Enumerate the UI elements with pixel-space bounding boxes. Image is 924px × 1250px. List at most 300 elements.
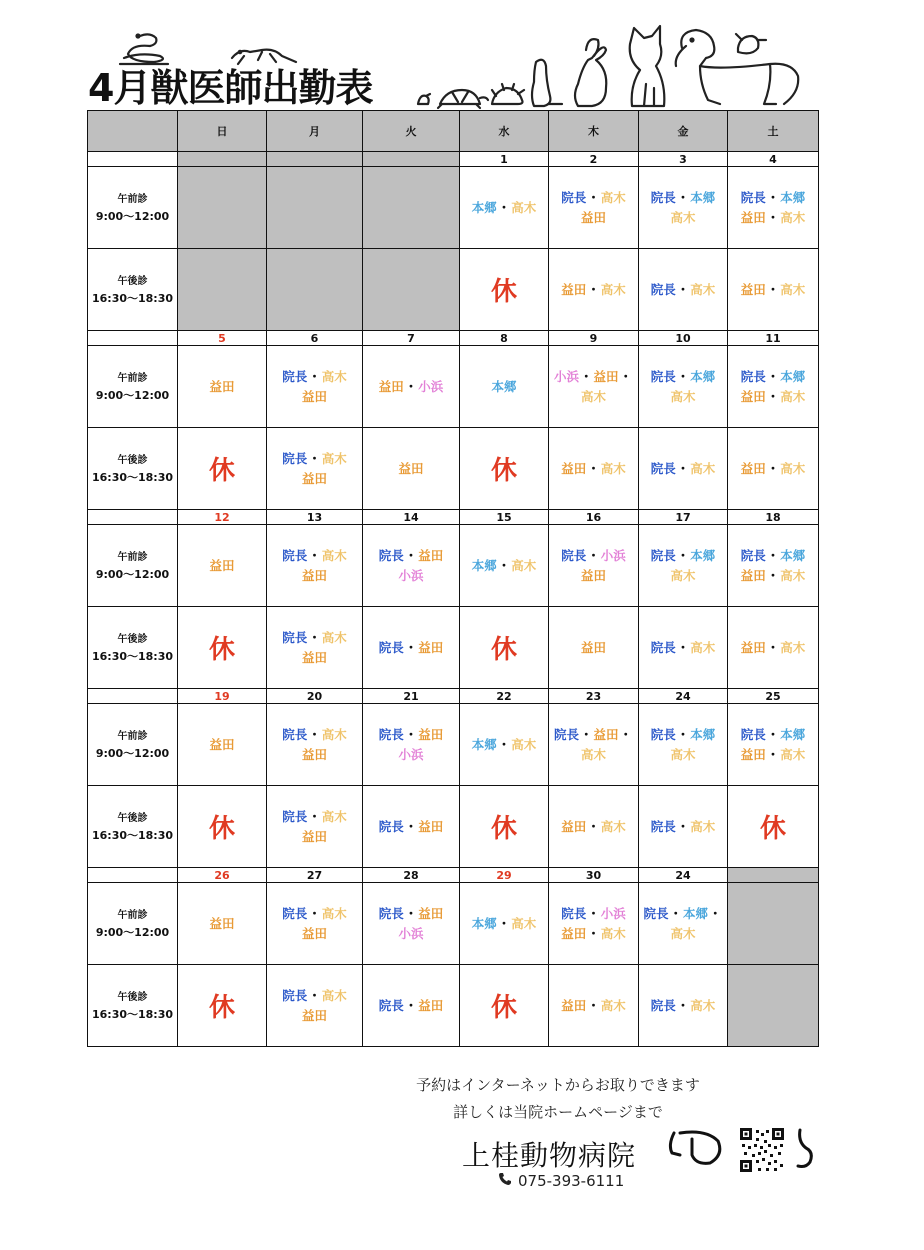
- shift-cell: [639, 167, 728, 249]
- doctor-takagi: 高木: [600, 997, 626, 1013]
- date-cell-mon: 6: [267, 331, 363, 346]
- doctor-list: [267, 449, 362, 489]
- doctor-incho: 院長: [650, 189, 676, 205]
- shift-cell: [549, 786, 639, 868]
- date-cell-tue: 14: [363, 510, 460, 525]
- doctor-line: [639, 280, 727, 300]
- separator: ・: [587, 189, 600, 205]
- doctor-line: [460, 914, 548, 934]
- doctor-masuda: 益田: [740, 209, 766, 225]
- doctor-takagi: 高木: [670, 388, 696, 404]
- separator: ・: [766, 547, 780, 563]
- doctor-incho: 院長: [282, 905, 308, 921]
- doctor-list: [639, 188, 727, 228]
- shift-cell: [639, 346, 728, 428]
- doctor-hongo: 本郷: [690, 547, 716, 563]
- closed-mark: 休: [490, 277, 517, 307]
- phone-line: [498, 1172, 624, 1190]
- doctor-takagi: 高木: [321, 726, 347, 742]
- date-cell-wed: 15: [460, 510, 549, 525]
- slot-time: 9:00〜12:00: [95, 746, 170, 760]
- separator: ・: [766, 460, 780, 476]
- doctor-incho: 院長: [650, 639, 676, 655]
- shift-cell: [267, 249, 363, 331]
- date-row: [88, 868, 819, 883]
- shift-cell: [549, 525, 639, 607]
- shift-cell: [267, 167, 363, 249]
- doctor-incho: 院長: [282, 726, 308, 742]
- doctor-kohama: 小浜: [600, 905, 626, 921]
- doctor-incho: 院長: [650, 726, 676, 742]
- doctor-line: [267, 827, 362, 847]
- doctor-line: [178, 377, 266, 397]
- date-cell-sat: 18: [728, 510, 819, 525]
- doctor-line: [549, 817, 638, 837]
- shift-cell: [639, 607, 728, 689]
- shift-cell: [460, 167, 549, 249]
- shift-cell: [460, 346, 549, 428]
- bird-icon: [736, 34, 766, 53]
- doctor-line: [639, 546, 727, 566]
- separator: ・: [766, 368, 780, 384]
- separator: ・: [579, 368, 593, 384]
- shift-cell: [363, 607, 460, 689]
- doctor-line: [728, 566, 818, 586]
- doctor-hongo: 本郷: [690, 368, 716, 384]
- doctor-incho: 院長: [378, 818, 404, 834]
- shift-cell: [639, 965, 728, 1047]
- shift-cell: [728, 965, 819, 1047]
- doctor-masuda: 益田: [301, 828, 327, 844]
- doctor-incho: 院長: [650, 368, 676, 384]
- date-cell-mon: 27: [267, 868, 363, 883]
- doctor-incho: 院長: [650, 460, 676, 476]
- slot-time: 9:00〜12:00: [95, 567, 170, 581]
- doctor-masuda: 益田: [301, 567, 327, 583]
- shift-cell: [178, 346, 267, 428]
- morning-label: [88, 346, 178, 428]
- doctor-line: [549, 280, 638, 300]
- date-row: [88, 331, 819, 346]
- slot-name: 午前診: [117, 372, 148, 384]
- separator: ・: [676, 460, 690, 476]
- header-day-thu: 木: [549, 111, 639, 152]
- doctor-kohama: 小浜: [600, 547, 626, 563]
- doctor-line: [267, 904, 362, 924]
- doctor-list: [267, 904, 362, 944]
- doctor-masuda: 益田: [580, 639, 606, 655]
- doctor-line: [549, 904, 638, 924]
- date-cell-fri: 10: [639, 331, 728, 346]
- notice-line-2: 詳しくは当院ホームページまで: [453, 1103, 663, 1121]
- shift-cell: [639, 704, 728, 786]
- slot-time: 16:30〜18:30: [91, 1007, 174, 1021]
- date-cell-mon: 20: [267, 689, 363, 704]
- header-day-fri: 金: [639, 111, 728, 152]
- doctor-takagi: 高木: [321, 547, 347, 563]
- shift-cell: [460, 786, 549, 868]
- shift-cell: [549, 428, 639, 510]
- doctor-line: [267, 449, 362, 469]
- morning-label: [88, 167, 178, 249]
- shift-cell: [267, 428, 363, 510]
- doctor-takagi: 高木: [321, 368, 347, 384]
- header-day-wed: 水: [460, 111, 549, 152]
- closed-mark: 休: [759, 814, 786, 844]
- shift-cell: [460, 428, 549, 510]
- closed-mark: 休: [490, 635, 517, 665]
- shift-cell: [728, 704, 819, 786]
- date-cell-mon: 13: [267, 510, 363, 525]
- separator: ・: [308, 547, 321, 563]
- doctor-hongo: 本郷: [780, 547, 806, 563]
- doctor-takagi: 高木: [690, 818, 716, 834]
- doctor-takagi: 高木: [780, 388, 806, 404]
- afternoon-label: [88, 249, 178, 331]
- date-row-label: [88, 331, 178, 346]
- doctor-takagi: 高木: [511, 915, 537, 931]
- separator: ・: [404, 547, 418, 563]
- doctor-line: [267, 807, 362, 827]
- separator: ・: [766, 209, 780, 225]
- shift-cell: [363, 965, 460, 1047]
- afternoon-row: [88, 428, 819, 510]
- doctor-list: [549, 546, 638, 586]
- doctor-takagi: 高木: [511, 199, 537, 215]
- separator: ・: [676, 547, 690, 563]
- shift-cell: [460, 607, 549, 689]
- doctor-line: [639, 904, 727, 924]
- slot-time: 16:30〜18:30: [91, 291, 174, 305]
- date-cell-sat: [728, 868, 819, 883]
- shift-cell: [363, 428, 460, 510]
- shift-cell: [639, 786, 728, 868]
- doctor-list: [267, 986, 362, 1026]
- snake-icon: [120, 34, 168, 64]
- doctor-takagi: 高木: [321, 629, 347, 645]
- date-cell-sun: 5: [178, 331, 267, 346]
- slot-name: 午前診: [117, 730, 148, 742]
- separator: ・: [669, 905, 682, 921]
- doctor-hongo: 本郷: [780, 726, 806, 742]
- afternoon-label: [88, 428, 178, 510]
- shift-cell: [639, 525, 728, 607]
- doctor-line: [178, 735, 266, 755]
- doctor-masuda: 益田: [561, 997, 587, 1013]
- doctor-list: [549, 904, 638, 944]
- doctor-line: [363, 745, 459, 765]
- doctor-incho: 院長: [650, 547, 676, 563]
- doctor-list: [267, 807, 362, 847]
- doctor-line: [549, 996, 638, 1016]
- doctor-line: [728, 367, 818, 387]
- page-title: 4月獣医師出勤表: [88, 66, 373, 110]
- shift-cell: [178, 428, 267, 510]
- shift-cell: [460, 525, 549, 607]
- separator: ・: [308, 808, 321, 824]
- separator: ・: [404, 378, 418, 394]
- slot-name: 午前診: [117, 551, 148, 563]
- shift-cell: [728, 167, 819, 249]
- slot-name: 午前診: [117, 193, 148, 205]
- doctor-line: [460, 377, 548, 397]
- shift-cell: [178, 786, 267, 868]
- doctor-list: [639, 546, 727, 586]
- doctor-takagi: 高木: [780, 460, 806, 476]
- doctor-incho: 院長: [650, 997, 676, 1013]
- shift-cell: [460, 883, 549, 965]
- doctor-masuda: 益田: [209, 378, 235, 394]
- doctor-list: [549, 280, 638, 300]
- header-corner: [88, 111, 178, 152]
- date-cell-fri: 24: [639, 689, 728, 704]
- doctor-line: [267, 745, 362, 765]
- doctor-takagi: 高木: [580, 746, 606, 762]
- doctor-masuda: 益田: [301, 746, 327, 762]
- doctor-line: [639, 387, 727, 407]
- doctor-list: [178, 556, 266, 576]
- doctor-incho: 院長: [378, 547, 404, 563]
- doctor-list: [363, 546, 459, 586]
- doctor-masuda: 益田: [561, 818, 587, 834]
- shift-cell: [178, 167, 267, 249]
- doctor-takagi: 高木: [780, 281, 806, 297]
- closed-mark: 休: [208, 814, 235, 844]
- doctor-list: [460, 735, 548, 755]
- doctor-takagi: 高木: [670, 567, 696, 583]
- doctor-incho: 院長: [282, 547, 308, 563]
- doctor-incho: 院長: [282, 987, 308, 1003]
- afternoon-row: [88, 607, 819, 689]
- header-row: [88, 111, 819, 152]
- doctor-line: [639, 188, 727, 208]
- shift-cell: [639, 428, 728, 510]
- date-row-label: [88, 689, 178, 704]
- phone-number[interactable]: 075-393-6111: [518, 1172, 625, 1190]
- doctor-line: [639, 725, 727, 745]
- doctor-takagi: 高木: [780, 209, 806, 225]
- doctor-takagi: 高木: [690, 639, 716, 655]
- shift-cell: [549, 249, 639, 331]
- doctor-list: [549, 817, 638, 837]
- doctor-line: [639, 996, 727, 1016]
- dog-tail-icon: [792, 1126, 820, 1172]
- separator: ・: [766, 567, 780, 583]
- doctor-incho: 院長: [650, 818, 676, 834]
- morning-row: [88, 883, 819, 965]
- doctor-takagi: 高木: [690, 460, 716, 476]
- header-day-tue: 火: [363, 111, 460, 152]
- doctor-masuda: 益田: [593, 368, 619, 384]
- date-cell-wed: 22: [460, 689, 549, 704]
- dog-logo-icon: [666, 1125, 734, 1169]
- date-cell-sun: 12: [178, 510, 267, 525]
- slot-time: 16:30〜18:30: [91, 470, 174, 484]
- slot-name: 午前診: [117, 909, 148, 921]
- doctor-list: [639, 280, 727, 300]
- doctor-takagi: 高木: [321, 905, 347, 921]
- doctor-line: [267, 546, 362, 566]
- doctor-list: [728, 546, 818, 586]
- doctor-masuda: 益田: [740, 281, 766, 297]
- doctor-line: [639, 924, 727, 944]
- shift-cell: [549, 607, 639, 689]
- separator: ・: [766, 281, 780, 297]
- morning-label: [88, 525, 178, 607]
- separator: ・: [766, 726, 780, 742]
- shift-cell: [549, 965, 639, 1047]
- doctor-incho: 院長: [378, 997, 404, 1013]
- afternoon-label: [88, 607, 178, 689]
- doctor-line: [728, 188, 818, 208]
- shift-cell: [178, 883, 267, 965]
- doctor-line: [460, 556, 548, 576]
- doctor-line: [363, 566, 459, 586]
- doctor-line: [267, 648, 362, 668]
- doctor-list: [728, 367, 818, 407]
- separator: ・: [766, 746, 780, 762]
- morning-row: [88, 346, 819, 428]
- date-cell-sun: 19: [178, 689, 267, 704]
- doctor-masuda: 益田: [580, 567, 606, 583]
- doctor-line: [363, 725, 459, 745]
- shift-cell: [549, 704, 639, 786]
- doctor-list: [460, 198, 548, 218]
- separator: ・: [404, 726, 418, 742]
- separator: ・: [308, 905, 321, 921]
- doctor-masuda: 益田: [301, 388, 327, 404]
- doctor-line: [728, 638, 818, 658]
- doctor-line: [728, 280, 818, 300]
- doctor-line: [363, 377, 459, 397]
- slot-name: 午後診: [117, 454, 148, 466]
- doctor-masuda: 益田: [593, 726, 619, 742]
- closed-mark: 休: [490, 814, 517, 844]
- doctor-line: [549, 387, 638, 407]
- date-cell-tue: [363, 152, 460, 167]
- doctor-masuda: 益田: [561, 460, 587, 476]
- qr-code-icon[interactable]: [740, 1128, 784, 1172]
- separator: ・: [497, 557, 511, 573]
- closed-mark: 休: [208, 456, 235, 486]
- shift-cell: [728, 346, 819, 428]
- shift-cell: [363, 249, 460, 331]
- doctor-line: [267, 566, 362, 586]
- shift-cell: [639, 249, 728, 331]
- doctor-takagi: 高木: [511, 557, 537, 573]
- date-cell-thu: 30: [549, 868, 639, 883]
- closed-mark: 休: [208, 635, 235, 665]
- date-cell-fri: 24: [639, 868, 728, 883]
- doctor-masuda: 益田: [301, 925, 327, 941]
- shift-cell: [178, 249, 267, 331]
- date-cell-fri: 3: [639, 152, 728, 167]
- shift-cell: [178, 525, 267, 607]
- doctor-line: [639, 745, 727, 765]
- doctor-masuda: 益田: [740, 639, 766, 655]
- schedule-table: [87, 110, 819, 1047]
- doctor-takagi: 高木: [321, 987, 347, 1003]
- separator: ・: [766, 388, 780, 404]
- date-cell-sun: [178, 152, 267, 167]
- doctor-line: [728, 459, 818, 479]
- doctor-line: [267, 1006, 362, 1026]
- separator: ・: [587, 997, 600, 1013]
- doctor-list: [460, 914, 548, 934]
- doctor-incho: 院長: [561, 547, 587, 563]
- doctor-takagi: 高木: [600, 818, 626, 834]
- date-cell-sat: 4: [728, 152, 819, 167]
- doctor-list: [178, 377, 266, 397]
- afternoon-label: [88, 965, 178, 1047]
- doctor-list: [549, 996, 638, 1016]
- separator: ・: [308, 629, 321, 645]
- dog-icon: [676, 30, 799, 104]
- shift-cell: [728, 525, 819, 607]
- separator: ・: [308, 987, 321, 1003]
- doctor-line: [639, 459, 727, 479]
- separator: ・: [579, 726, 593, 742]
- date-row-label: [88, 152, 178, 167]
- doctor-line: [363, 904, 459, 924]
- doctor-masuda: 益田: [418, 726, 444, 742]
- date-cell-wed: 29: [460, 868, 549, 883]
- doctor-list: [728, 280, 818, 300]
- doctor-hongo: 本郷: [471, 557, 497, 573]
- shift-cell: [267, 965, 363, 1047]
- doctor-takagi: 高木: [600, 460, 626, 476]
- header-day-mon: 月: [267, 111, 363, 152]
- doctor-line: [267, 367, 362, 387]
- closed-mark: 休: [490, 456, 517, 486]
- doctor-takagi: 高木: [690, 997, 716, 1013]
- afternoon-row: [88, 249, 819, 331]
- doctor-line: [639, 638, 727, 658]
- shift-cell: [460, 965, 549, 1047]
- doctor-masuda: 益田: [740, 460, 766, 476]
- morning-label: [88, 883, 178, 965]
- doctor-masuda: 益田: [418, 818, 444, 834]
- date-row: [88, 510, 819, 525]
- doctor-list: [178, 735, 266, 755]
- doctor-line: [639, 566, 727, 586]
- doctor-takagi: 高木: [690, 281, 716, 297]
- doctor-line: [267, 387, 362, 407]
- separator: ・: [676, 997, 690, 1013]
- separator: ・: [308, 726, 321, 742]
- doctor-masuda: 益田: [209, 915, 235, 931]
- shift-cell: [363, 525, 460, 607]
- doctor-incho: 院長: [378, 639, 404, 655]
- doctor-line: [460, 198, 548, 218]
- doctor-hongo: 本郷: [780, 189, 806, 205]
- shift-cell: [178, 704, 267, 786]
- slot-time: 16:30〜18:30: [91, 828, 174, 842]
- doctor-masuda: 益田: [580, 209, 606, 225]
- header-day-sat: 土: [728, 111, 819, 152]
- doctor-list: [639, 725, 727, 765]
- date-cell-wed: 1: [460, 152, 549, 167]
- doctor-hongo: 本郷: [471, 199, 497, 215]
- date-cell-thu: 16: [549, 510, 639, 525]
- date-row: [88, 152, 819, 167]
- turtle-icon: [438, 90, 488, 108]
- doctor-list: [549, 638, 638, 658]
- doctor-masuda: 益田: [740, 388, 766, 404]
- shift-cell: [728, 786, 819, 868]
- meerkat-icon: [532, 60, 562, 106]
- date-cell-fri: 17: [639, 510, 728, 525]
